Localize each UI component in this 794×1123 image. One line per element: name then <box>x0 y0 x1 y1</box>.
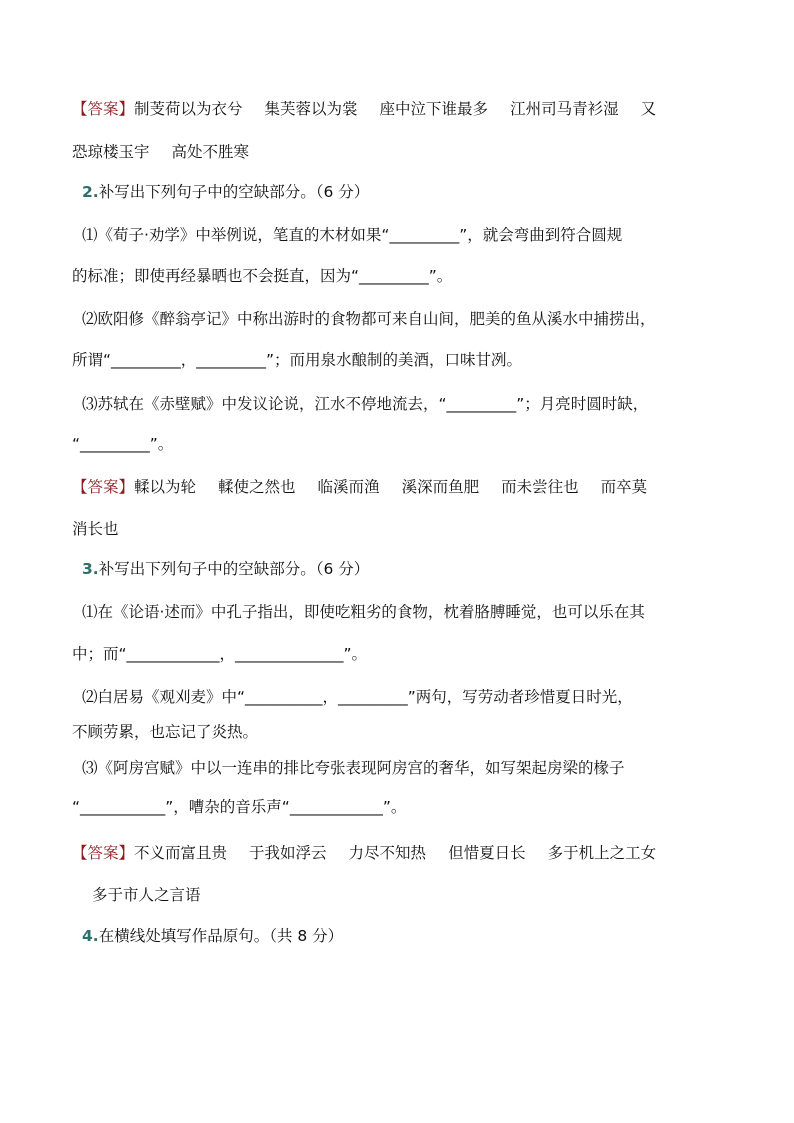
question-text: ⑴在《论语·述而》中孔子指出，即使吃粗劣的食物，枕着胳膊睡觉，也可以乐在其 <box>82 603 645 621</box>
question-2-3-line-2 <box>72 433 732 455</box>
question-2-heading <box>82 181 742 203</box>
answer-text: 集芙蓉以为裳 <box>264 100 358 118</box>
answer-tag: 【答案】 <box>72 100 135 118</box>
answer-text: 又 <box>640 100 657 118</box>
question-4-heading <box>82 925 742 947</box>
answer-text: 而未尝往也 <box>501 478 579 496</box>
answer-3-line-2 <box>92 884 752 906</box>
question-number: 4. <box>82 927 99 945</box>
question-number: 3. <box>82 560 99 578</box>
answer-text: 消长也 <box>72 520 119 538</box>
answer-text: 临溪而渔 <box>317 478 380 496</box>
question-text: 补写出下列句子中的空缺部分。（6 分） <box>98 560 370 578</box>
question-2-1-line-2 <box>72 265 732 287</box>
question-text: 不顾劳累，也忘记了炎热。 <box>72 723 259 741</box>
question-text: “___________”，嘈杂的音乐声“____________”。 <box>72 798 407 816</box>
answer-text: 力尽不知热 <box>348 844 427 862</box>
answer-tag: 【答案】 <box>72 478 135 496</box>
answer-text: 于我如浮云 <box>249 844 327 862</box>
question-text: 所谓“_________，_________”；而用泉水酿制的美酒，口味甘冽。 <box>72 351 523 369</box>
answer-text: 多于市人之言语 <box>92 886 201 904</box>
answer-text: 輮使之然也 <box>218 478 296 496</box>
answer-1-line-1 <box>72 98 732 120</box>
answer-text: 不义而富且贵 <box>134 844 228 862</box>
answer-2-line-2 <box>72 518 732 540</box>
question-number: 2. <box>82 183 99 201</box>
question-2-1-line-1 <box>82 224 742 246</box>
answer-tag: 【答案】 <box>72 844 135 862</box>
answer-text: 座中泣下谁最多 <box>379 100 489 118</box>
answer-text: 溪深而鱼肥 <box>401 478 480 496</box>
answer-text: 高处不胜寒 <box>171 143 250 161</box>
answer-text: 但惜夏日长 <box>448 844 526 862</box>
answer-text: 而卒莫 <box>600 478 648 496</box>
question-text: 的标准；即使再经暴晒也不会挺直，因为“_________”。 <box>72 267 453 285</box>
question-2-2-line-2 <box>72 349 732 371</box>
answer-text: 江州司马青衫湿 <box>510 100 619 118</box>
question-3-1-line-2 <box>72 643 732 665</box>
question-text: “_________”。 <box>72 435 174 453</box>
question-3-3-line-2 <box>72 796 732 818</box>
question-text: ⑶苏轼在《赤壁赋》中发议论说，江水不停地流去，“_________”；月亮时圆时缺， <box>82 395 649 413</box>
question-text: ⑴《荀子·劝学》中举例说，笔直的木材如果“_________”，就会弯曲到符合圆规 <box>82 226 623 244</box>
question-3-2-line-1 <box>82 686 742 708</box>
answer-2-line-1 <box>72 476 732 498</box>
answer-text: 恐琼楼玉宇 <box>72 143 150 161</box>
answer-text: 輮以为轮 <box>134 478 197 496</box>
answer-text: 多于机上之工女 <box>547 844 657 862</box>
question-text: ⑵白居易《观刈麦》中“__________，_________”两句，写劳动者珍惜夏日时光， <box>82 688 633 706</box>
question-3-1-line-1 <box>82 601 742 623</box>
question-3-heading <box>82 558 742 580</box>
question-text: 补写出下列句子中的空缺部分。（6 分） <box>98 183 370 201</box>
question-text: ⑵欧阳修《醉翁亭记》中称出游时的食物都可来自山间，肥美的鱼从溪水中捕捞出， <box>82 310 656 328</box>
question-text: 中；而“____________，______________”。 <box>72 645 368 663</box>
question-text: 在横线处填写作品原句。（共 8 分） <box>98 927 344 945</box>
answer-text: 制芰荷以为衣兮 <box>134 100 243 118</box>
question-2-2-line-1 <box>82 308 742 330</box>
question-3-3-line-1 <box>82 757 742 779</box>
answer-3-line-1 <box>72 842 732 864</box>
question-3-2-line-2 <box>72 721 732 743</box>
question-text: ⑶《阿房宫赋》中以一连串的排比夸张表现阿房宫的奢华，如写架起房梁的椽子 <box>82 759 625 777</box>
answer-1-line-2 <box>72 141 732 163</box>
question-2-3-line-1 <box>82 393 742 415</box>
